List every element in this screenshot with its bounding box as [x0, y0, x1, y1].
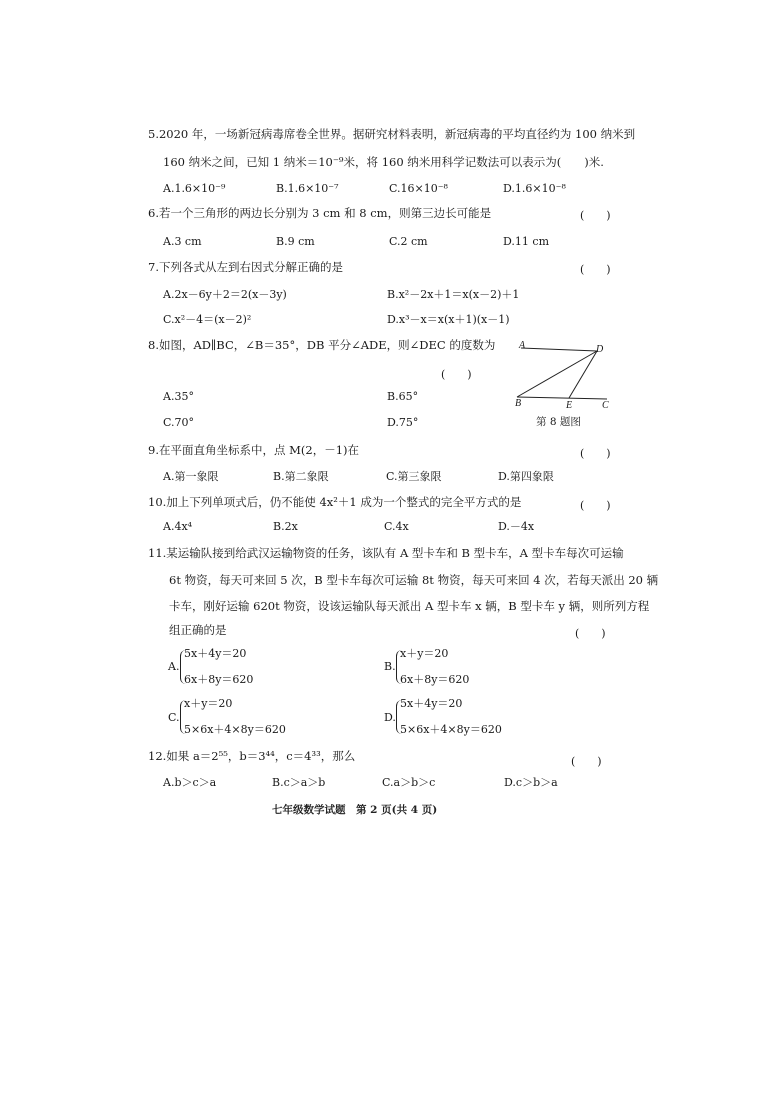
question-5-line-1: 5.2020 年，一场新冠病毒席卷全世界。据研究材料表明，新冠病毒的平均直径约为 100 纳米到: [148, 127, 636, 141]
question-11-line-3: 卡车，刚好运输 620t 物资，设该运输队每天派出 A 型卡车 x 辆，B 型卡车 y 辆，则所列方程: [169, 599, 650, 613]
q11-option-c-eq2: 5×6x＋4×8y＝620: [184, 723, 286, 736]
q10-option-d: D.－4x: [498, 520, 535, 533]
question-12-line-1: 12.如果 a＝2⁵⁵，b＝3⁴⁴，c＝4³³，那么: [148, 749, 356, 763]
q10-option-a: A.4x⁴: [163, 520, 193, 533]
point-label-a: A: [519, 340, 526, 351]
q7-answer-paren: ( ): [580, 263, 611, 276]
point-label-b: B: [515, 398, 522, 409]
q11-option-b-system: [400, 647, 469, 687]
question-5-line-2: 160 纳米之间，已知 1 纳米＝10⁻⁹米，将 160 纳米用科学记数法可以表示为( )米.: [163, 155, 604, 169]
q12-option-a: A.b＞c＞a: [163, 776, 217, 789]
q12-option-d: D.c＞b＞a: [504, 776, 558, 789]
line-de: [569, 351, 597, 398]
q11-option-a-eq1: 5x＋4y＝20: [184, 647, 247, 660]
q11-option-d-label: D.: [384, 711, 396, 724]
q6-answer-paren: ( ): [580, 209, 611, 222]
question-9-line-1: 9.在平面直角坐标系中，点 M(2，－1)在: [148, 443, 360, 457]
q12-option-c: C.a＞b＞c: [382, 776, 436, 789]
q6-option-a: A.3 cm: [163, 235, 202, 248]
q6-option-d: D.11 cm: [503, 235, 550, 248]
q11-option-b-eq1: x＋y＝20: [400, 647, 449, 660]
q11-option-a-eq2: 6x＋8y＝620: [184, 673, 254, 686]
q8-option-a: A.35°: [163, 390, 194, 403]
q11-option-c-system: [184, 697, 286, 737]
q11-option-a-system: [184, 647, 253, 687]
q9-answer-paren: ( ): [580, 447, 611, 460]
question-11-line-4: 组正确的是: [169, 623, 227, 637]
q5-option-d: D.1.6×10⁻⁸: [503, 182, 566, 195]
q9-option-a: A.第一象限: [163, 470, 219, 483]
q7-option-c: C.x²－4＝(x－2)²: [163, 313, 252, 326]
q9-option-b: B.第二象限: [273, 470, 329, 483]
q6-option-b: B.9 cm: [276, 235, 315, 248]
question-11-line-2: 6t 物资，每天可来回 5 次，B 型卡车每次可运输 8t 物资，每天可来回 4 次，若每天派出 20 辆: [169, 573, 659, 587]
q7-option-a: A.2x－6y＋2＝2(x－3y): [163, 288, 287, 301]
q11-option-c-eq1: x＋y＝20: [184, 697, 233, 710]
q12-option-b: B.c＞a＞b: [272, 776, 326, 789]
question-7-line-1: 7.下列各式从左到右因式分解正确的是: [148, 260, 343, 274]
q6-option-c: C.2 cm: [389, 235, 428, 248]
point-label-e: E: [566, 400, 573, 411]
q9-option-c: C.第三象限: [386, 470, 442, 483]
question-6-line-1: 6.若一个三角形的两边长分别为 3 cm 和 8 cm，则第三边长可能是: [148, 206, 492, 220]
q11-option-d-eq1: 5x＋4y＝20: [400, 697, 463, 710]
question-11-line-1: 11.某运输队接到给武汉运输物资的任务，该队有 A 型卡车和 B 型卡车，A 型卡车每次可运输: [148, 546, 624, 560]
q11-option-d-eq2: 5×6x＋4×8y＝620: [400, 723, 502, 736]
q11-option-a-label: A.: [168, 660, 180, 673]
q10-option-b: B.2x: [273, 520, 298, 533]
q7-option-b: B.x²－2x＋1＝x(x－2)＋1: [387, 288, 520, 301]
q12-answer-paren: ( ): [571, 755, 602, 768]
line-bc: [517, 397, 607, 399]
question-10-line-1: 10.加上下列单项式后，仍不能使 4x²＋1 成为一个整式的完全平方式的是: [148, 495, 522, 509]
q11-option-b-label: B.: [384, 660, 396, 673]
q10-option-c: C.4x: [384, 520, 409, 533]
question-8-line-1: 8.如图，AD∥BC，∠B＝35°，DB 平分∠ADE，则∠DEC 的度数为: [148, 338, 496, 352]
q11-option-d-system: [400, 697, 502, 737]
q5-option-b: B.1.6×10⁻⁷: [276, 182, 339, 195]
page-footer: 七年级数学试题 第 2 页(共 4 页): [272, 804, 438, 816]
q5-option-a: A.1.6×10⁻⁹: [163, 182, 226, 195]
q8-option-c: C.70°: [163, 416, 195, 429]
q8-answer-paren: ( ): [441, 368, 472, 381]
q8-option-b: B.65°: [387, 390, 419, 403]
point-label-d: D: [596, 344, 604, 355]
point-label-c: C: [602, 400, 609, 411]
q10-answer-paren: ( ): [580, 499, 611, 512]
line-bd: [517, 351, 597, 397]
q11-option-b-eq2: 6x＋8y＝620: [400, 673, 470, 686]
q8-option-d: D.75°: [387, 416, 419, 429]
q9-option-d: D.第四象限: [498, 470, 554, 483]
line-ad: [521, 348, 597, 351]
q5-option-c: C.16×10⁻⁸: [389, 182, 448, 195]
q8-figure-caption: 第 8 题图: [536, 416, 581, 428]
q7-option-d: D.x³－x＝x(x＋1)(x－1): [387, 313, 510, 326]
q11-answer-paren: ( ): [575, 627, 606, 640]
q11-option-c-label: C.: [168, 711, 180, 724]
